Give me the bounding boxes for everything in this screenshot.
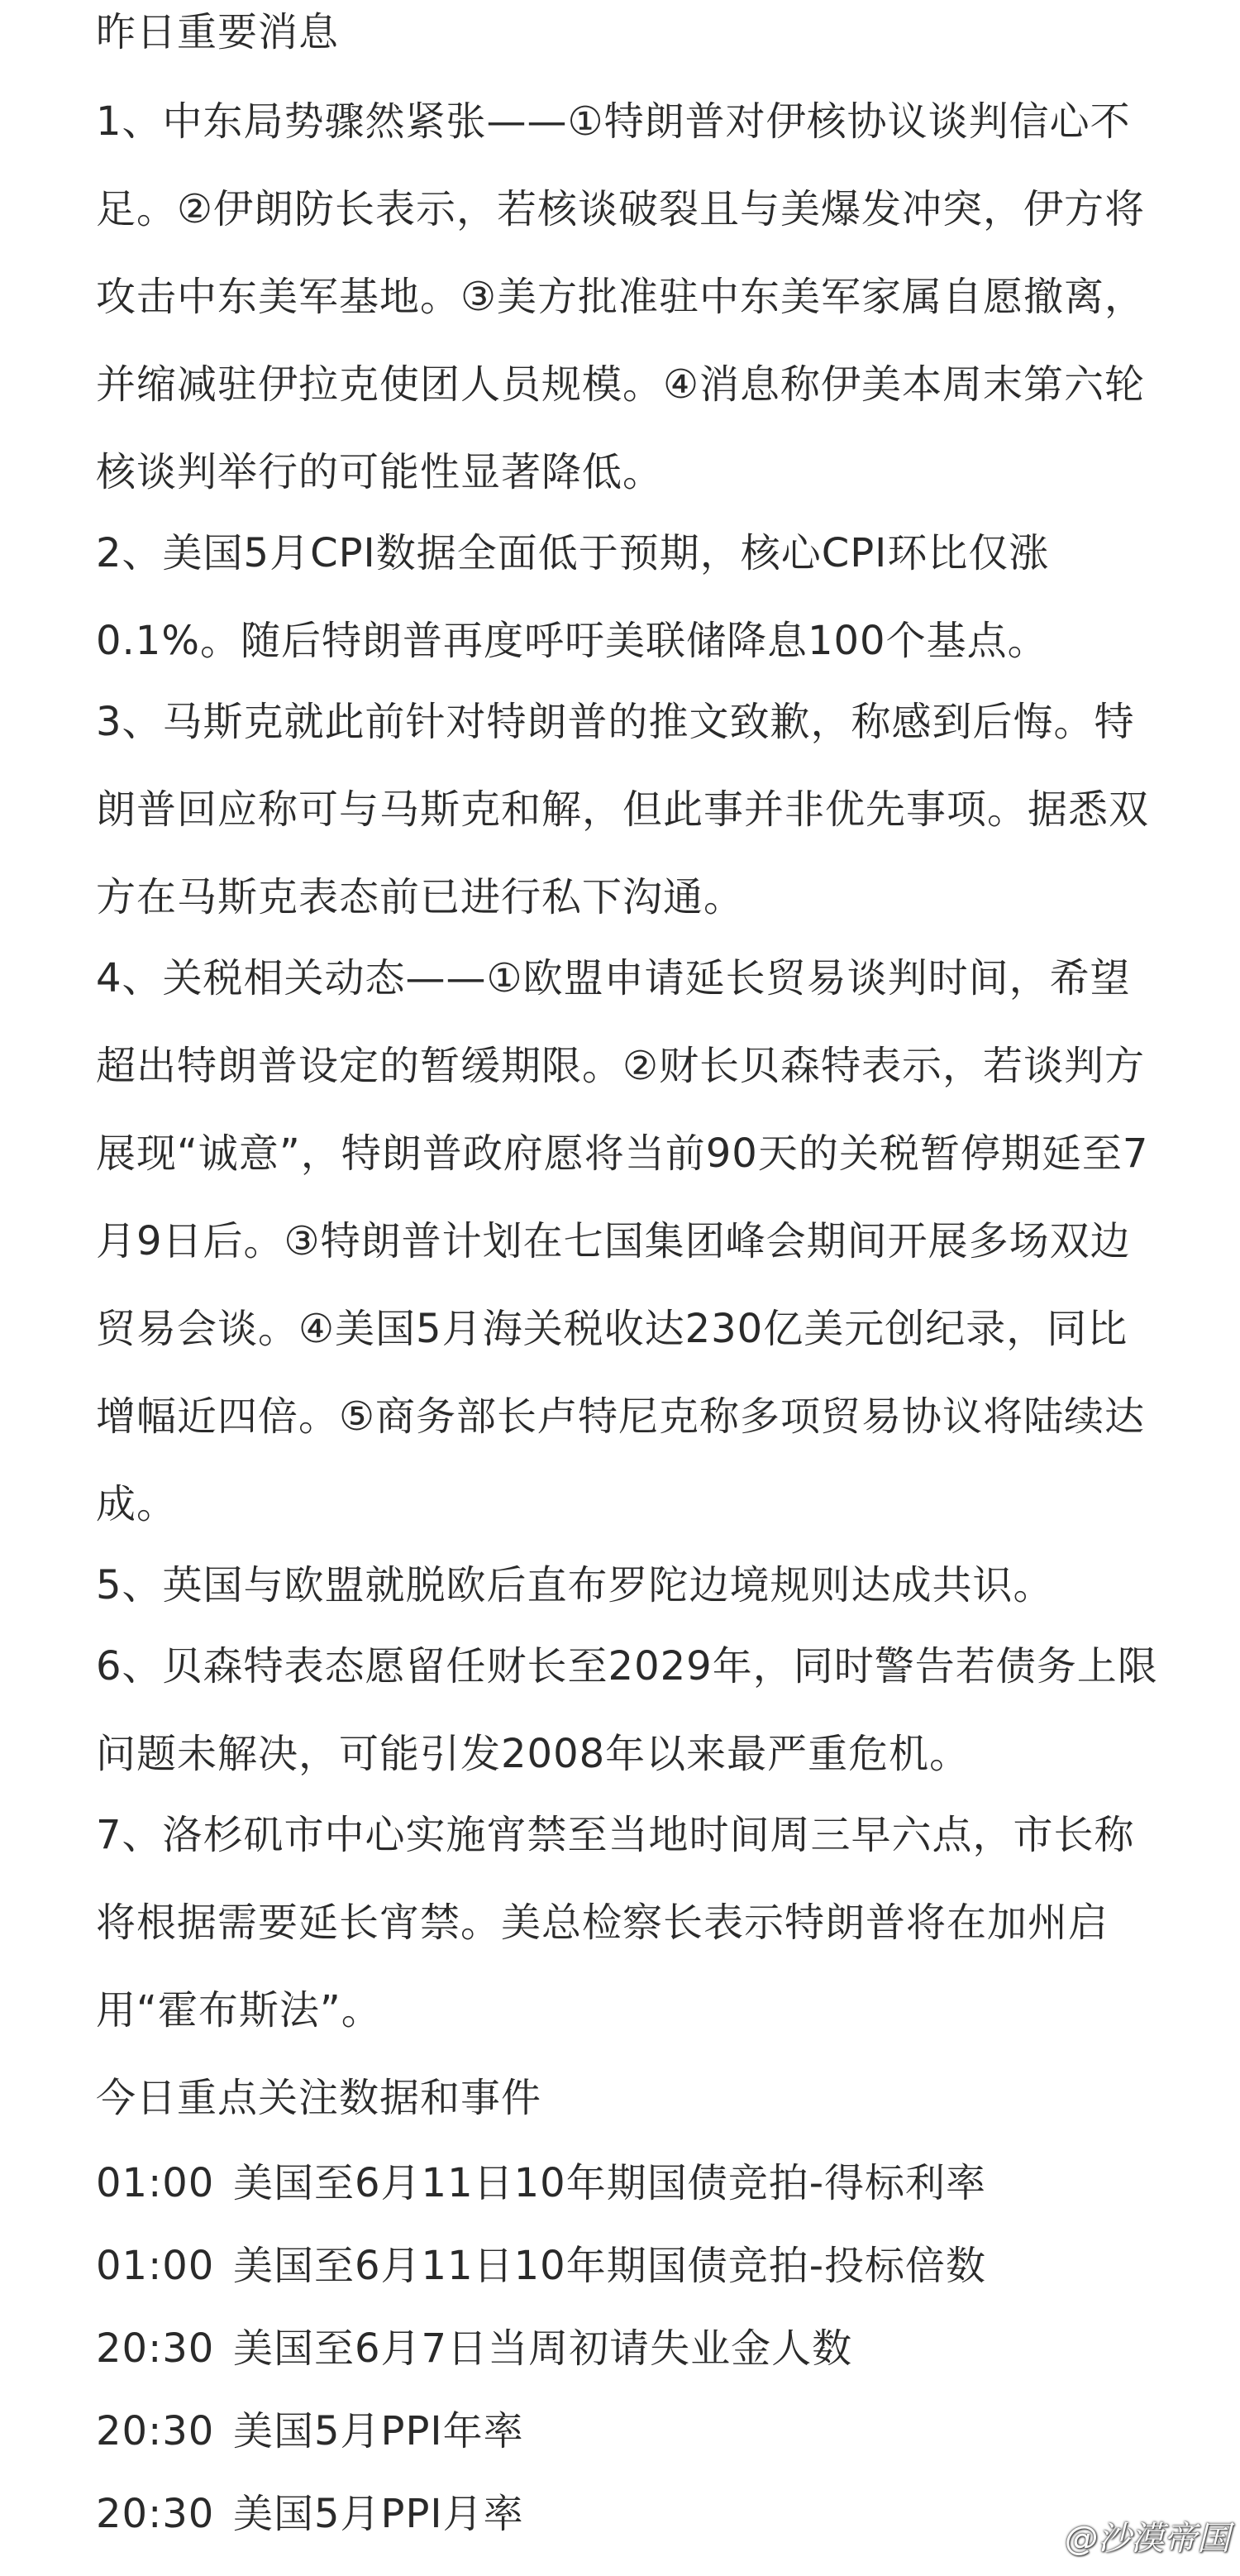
schedule-row [96, 2473, 1162, 2555]
schedule-row [96, 2390, 1162, 2473]
schedule-row [96, 2307, 1162, 2390]
page-title: 昨日重要消息 [96, 9, 340, 55]
watermark: @沙漠帝国 [1065, 2520, 1230, 2558]
news-item-4: 4、关税相关动态——①欧盟申请延长贸易谈判时间，希望超出特朗普设定的暂缓期限。②财长贝森特表示，若谈判方展现“诚意”，特朗普政府愿将当前90天的关税暂停期延至7月9日后。③特朗普计划在七国集团峰会期间开展多场双边贸易会谈。④美国5月海关税收达230亿美元创纪录，同比增幅近四倍。⑤商务部长卢特尼克称多项贸易协议将陆续达成。 [96, 955, 1149, 1527]
news-item-7: 7、洛杉矶市中心实施宵禁至当地时间周三早六点，市长称将根据需要延长宵禁。美总检察长表示特朗普将在加州启用“霍布斯法”。 [96, 1812, 1135, 2034]
schedule-event: 美国5月PPI年率 [233, 2408, 524, 2454]
schedule-time: 20:30 [96, 2325, 215, 2372]
schedule-time: 01:00 [96, 2160, 215, 2206]
news-article [96, 0, 1162, 2555]
schedule-time: 20:30 [96, 2408, 215, 2454]
schedule-row [96, 2142, 1162, 2225]
schedule-event: 美国5月PPI月率 [233, 2491, 524, 2537]
news-item-5: 5、英国与欧盟就脱欧后直布罗陀边境规则达成共识。 [96, 1562, 1054, 1608]
schedule-time: 20:30 [96, 2491, 215, 2537]
schedule-title: 今日重点关注数据和事件 [96, 2075, 542, 2121]
news-item-2: 2、美国5月CPI数据全面低于预期，核心CPI环比仅涨0.1%。随后特朗普再度呼吁美联储降息100个基点。 [96, 530, 1050, 664]
schedule-event: 美国至6月11日10年期国债竞拍-得标利率 [233, 2160, 987, 2206]
news-item-1: 1、中东局势骤然紧张——①特朗普对伊核协议谈判信心不足。②伊朗防长表示，若核谈破裂且与美爆发冲突，伊方将攻击中东美军基地。③美方批准驻中东美军家属自愿撤离，并缩减驻伊拉克使团人员规模。④消息称伊美本周末第六轮核谈判举行的可能性显著降低。 [96, 98, 1146, 495]
schedule-event: 美国至6月11日10年期国债竞拍-投标倍数 [233, 2243, 987, 2289]
schedule-section [96, 2054, 1162, 2555]
schedule-time: 01:00 [96, 2243, 215, 2289]
news-item-3: 3、马斯克就此前针对特朗普的推文致歉，称感到后悔。特朗普回应称可与马斯克和解，但此事并非优先事项。据悉双方在马斯克表态前已进行私下沟通。 [96, 699, 1150, 920]
schedule-event: 美国至6月7日当周初请失业金人数 [233, 2325, 853, 2372]
schedule-row [96, 2225, 1162, 2307]
news-item-6: 6、贝森特表态愿留任财长至2029年，同时警告若债务上限问题未解决，可能引发2008年以来最严重危机。 [96, 1643, 1158, 1777]
